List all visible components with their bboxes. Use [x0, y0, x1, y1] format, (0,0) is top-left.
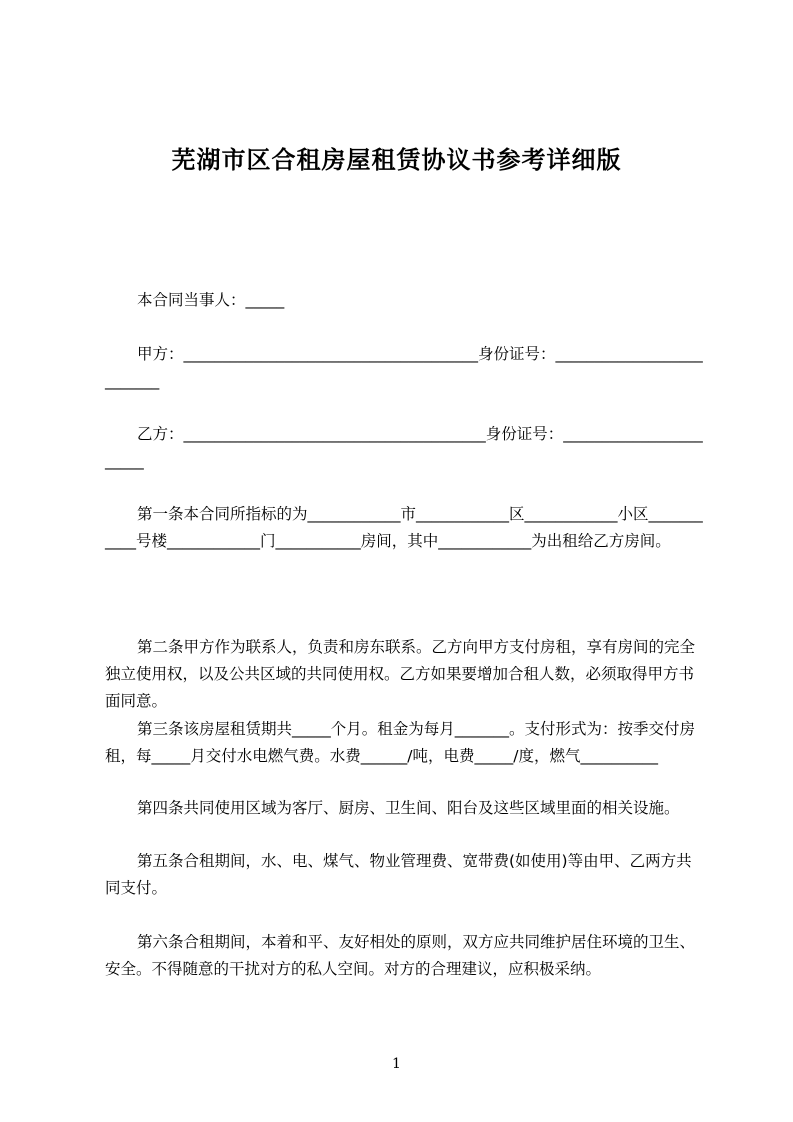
article-3: 第三条该房屋租赁期共_____个月。租金为每月_______。支付形式为：按季交付房租，每_____月交付水电燃气费。水费______/吨，电费_____/度，燃气__________: [105, 720, 696, 765]
article-4: 第四条共同使用区域为客厅、厨房、卫生间、阳台及这些区域里面的相关设施。: [137, 799, 680, 817]
paragraph-parties: 本合同当事人：_____: [137, 291, 285, 309]
article-5: 第五条合租期间，水、电、煤气、物业管理费、宽带费(如使用)等由甲、乙两方共同支付。: [105, 852, 692, 897]
paragraph-party-a: 甲方：______________________________________身份证号：__________________________: [105, 345, 703, 390]
article-1: 第一条本合同所指标的为____________市____________区____________小区___________号楼____________门___________房间，其中____________为出租给乙方房间。: [105, 505, 703, 550]
paragraph-party-b: 乙方：_______________________________________身份证号：_______________________: [105, 425, 703, 470]
article-6: 第六条合租期间，本着和平、友好相处的原则，双方应共同维护居住环境的卫生、安全。不得随意的干扰对方的私人空间。对方的合理建议，应积极采纳。: [105, 933, 696, 978]
article-2: 第二条甲方作为联系人，负责和房东联系。乙方向甲方支付房租，享有房间的完全独立使用权，以及公共区域的共同使用权。乙方如果要增加合租人数，必须取得甲方书面同意。: [105, 638, 696, 710]
page-number: 1: [392, 1056, 401, 1072]
document-title: 芜湖市区合租房屋租赁协议书参考详细版: [171, 146, 622, 174]
